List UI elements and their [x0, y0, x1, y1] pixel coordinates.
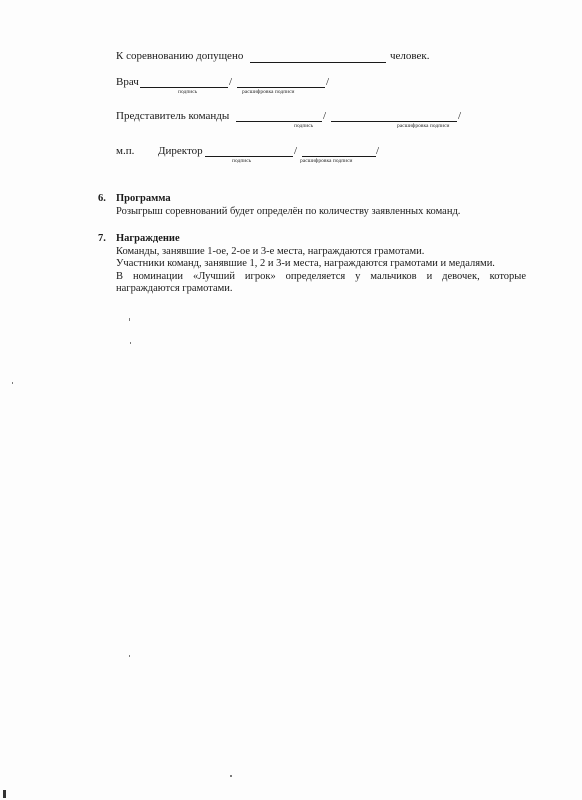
admission-prefix: К соревнованию допущено	[116, 50, 244, 62]
scan-speck	[130, 342, 131, 344]
doctor-caption-signature: подпись	[178, 89, 198, 95]
doctor-signature-line	[140, 87, 228, 88]
director-decoding-line	[302, 156, 376, 157]
doctor-label: Врач	[116, 76, 139, 88]
scan-speck	[12, 382, 13, 384]
section7-paragraph-3: В номинации «Лучший игрок» определяется у мальчиков и девочек, которые награждаются грамотами.	[116, 270, 526, 294]
scan-speck	[129, 318, 130, 321]
team-rep-slash-open: /	[323, 110, 327, 122]
director-slash-close: /	[376, 145, 380, 157]
scan-speck	[129, 655, 130, 657]
doctor-slash-open: /	[229, 76, 233, 88]
doctor-decoding-line	[237, 87, 325, 88]
scan-speck	[230, 775, 232, 777]
director-caption-decoding: расшифровка подписи	[300, 158, 353, 164]
section6-title: Программа	[116, 193, 171, 204]
team-rep-caption-signature: подпись	[294, 123, 314, 129]
director-caption-signature: подпись	[232, 158, 252, 164]
stamp-label: м.п.	[116, 145, 135, 157]
team-rep-caption-decoding: расшифровка подписи	[397, 123, 450, 129]
section6-number: 6.	[98, 193, 106, 204]
admission-suffix: человек.	[390, 50, 430, 62]
team-rep-decoding-line	[331, 121, 457, 122]
scan-edge-mark	[3, 790, 6, 798]
director-slash-open: /	[294, 145, 298, 157]
director-signature-line	[205, 156, 293, 157]
section7-body	[116, 246, 526, 295]
section6-text: Розыгрыш соревнований будет определён по количеству заявленных команд.	[116, 206, 461, 217]
section7-title: Награждение	[116, 233, 180, 244]
section7-paragraph-2: Участники команд, занявшие 1, 2 и 3-и места, награждаются грамотами и медалями.	[116, 258, 495, 270]
admission-count-field	[250, 62, 386, 63]
doctor-slash-close: /	[326, 76, 330, 88]
doctor-caption-decoding: расшифровка подписи	[242, 89, 295, 95]
team-rep-label: Представитель команды	[116, 110, 230, 122]
section7-number: 7.	[98, 233, 106, 244]
team-rep-signature-line	[236, 121, 322, 122]
team-rep-slash-close: /	[458, 110, 462, 122]
director-label: Директор	[158, 145, 203, 157]
section7-paragraph-1: Команды, занявшие 1-ое, 2-ое и 3-е места, награждаются грамотами.	[116, 246, 425, 257]
